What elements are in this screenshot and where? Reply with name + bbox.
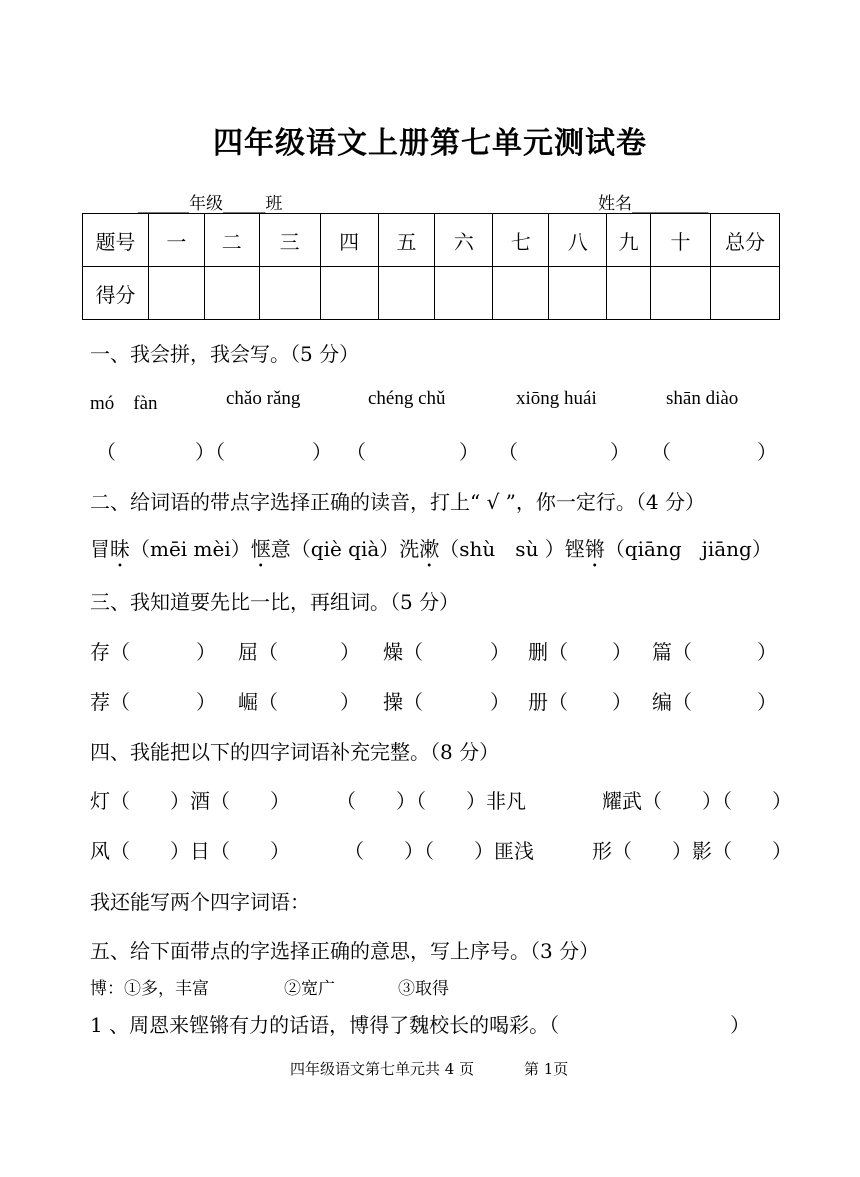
score-cell bbox=[259, 267, 320, 320]
idiom-blank: 灯（ ）酒（ ） bbox=[90, 789, 290, 813]
q3-cell: ） bbox=[196, 640, 216, 664]
table-cell: 二 bbox=[204, 214, 259, 267]
score-cell bbox=[320, 267, 378, 320]
table-cell: 总分 bbox=[711, 214, 780, 267]
answer-bracket: ） bbox=[610, 440, 630, 464]
pinyin-item: chéng chǔ bbox=[368, 388, 446, 409]
answer-bracket: ） bbox=[459, 440, 479, 464]
q5-item-close: ） bbox=[730, 1013, 750, 1037]
answer-bracket: （ bbox=[498, 440, 518, 464]
q4-heading: 四、我能把以下的四字词语补充完整。（8 分） bbox=[90, 740, 500, 764]
table-cell: 四 bbox=[320, 214, 378, 267]
q1-heading: 一、我会拼，我会写。（5 分） bbox=[90, 342, 360, 366]
q3-cell: ） bbox=[490, 640, 510, 664]
score-cell bbox=[493, 267, 549, 320]
answer-bracket: （ bbox=[96, 440, 116, 464]
name-field: 姓名_________ bbox=[598, 194, 709, 214]
idiom-blank: 风（ ）日（ ） bbox=[90, 839, 290, 863]
q2-items bbox=[90, 533, 772, 572]
grade-class-field: ______年级_____班 bbox=[138, 194, 283, 214]
q3-cell: 编（ bbox=[652, 690, 692, 714]
pinyin-item: shān diào bbox=[666, 388, 739, 409]
table-cell: 得分 bbox=[83, 267, 149, 320]
q2-item: 惬意（qiè qià） bbox=[250, 537, 400, 561]
q3-cell: 删（ bbox=[528, 640, 568, 664]
meaning-option: 博：①多，丰富 bbox=[90, 979, 209, 999]
table-cell: 十 bbox=[651, 214, 711, 267]
table-row-scores bbox=[83, 267, 780, 320]
table-cell: 三 bbox=[259, 214, 320, 267]
q3-heading: 三、我知道要先比一比，再组词。（5 分） bbox=[90, 590, 460, 614]
meaning-option: ②宽广 bbox=[284, 979, 335, 999]
score-cell bbox=[435, 267, 493, 320]
score-cell bbox=[711, 267, 780, 320]
q3-cell: ） bbox=[490, 690, 510, 714]
table-cell: 八 bbox=[549, 214, 607, 267]
answer-bracket: ） bbox=[312, 440, 332, 464]
q3-cell: ） bbox=[757, 690, 777, 714]
q3-cell: 册（ bbox=[528, 690, 568, 714]
q3-cell: ） bbox=[196, 690, 216, 714]
score-cell bbox=[204, 267, 259, 320]
page-title: 四年级语文上册第七单元测试卷 bbox=[213, 126, 647, 161]
q3-cell: 操（ bbox=[383, 690, 423, 714]
score-table bbox=[82, 213, 780, 320]
idiom-blank: 耀武（ ）（ ） bbox=[602, 789, 792, 813]
score-cell bbox=[148, 267, 204, 320]
pinyin-item: xiōng huái bbox=[516, 388, 597, 409]
answer-bracket: （ bbox=[651, 440, 671, 464]
idiom-blank: （ ）（ ）非凡 bbox=[336, 789, 526, 813]
q2-item: 冒昧（mēi mèi） bbox=[90, 537, 251, 561]
q3-cell: 燥（ bbox=[383, 640, 423, 664]
q3-cell: ） bbox=[340, 640, 360, 664]
q3-cell: ） bbox=[612, 690, 632, 714]
table-cell: 一 bbox=[148, 214, 204, 267]
q3-cell: 存（ bbox=[90, 640, 130, 664]
q3-cell: 崛（ bbox=[238, 690, 278, 714]
q5-heading: 五、给下面带点的字选择正确的意思，写上序号。（3 分） bbox=[90, 939, 600, 963]
q4-extra-prompt: 我还能写两个四字词语： bbox=[90, 890, 310, 914]
q3-cell: ） bbox=[757, 640, 777, 664]
table-cell: 五 bbox=[378, 214, 435, 267]
q3-cell: 篇（ bbox=[652, 640, 692, 664]
q2-heading: 二、给词语的带点字选择正确的读音，打上“ √ ”，你一定行。（4 分） bbox=[90, 490, 705, 514]
footer-pages: 四年级语文第七单元共 4 页 bbox=[290, 1060, 475, 1078]
table-cell: 六 bbox=[435, 214, 493, 267]
q3-cell: 屈（ bbox=[238, 640, 278, 664]
meaning-option: ③取得 bbox=[398, 979, 449, 999]
answer-bracket: （ bbox=[346, 440, 366, 464]
q2-item: 铿锵（qiāng jiāng） bbox=[564, 537, 772, 561]
pinyin-item: mó fàn bbox=[90, 393, 158, 414]
table-cell: 七 bbox=[493, 214, 549, 267]
idiom-blank: （ ）（ ）匪浅 bbox=[344, 839, 534, 863]
idiom-blank: 形（ ）影（ ） bbox=[592, 839, 792, 863]
score-cell bbox=[378, 267, 435, 320]
q3-cell: ） bbox=[612, 640, 632, 664]
q2-item: 洗漱（shù sù ） bbox=[399, 537, 565, 561]
score-cell bbox=[549, 267, 607, 320]
pinyin-item: chǎo rǎng bbox=[226, 388, 301, 409]
score-cell bbox=[651, 267, 711, 320]
table-cell: 题号 bbox=[83, 214, 149, 267]
answer-bracket: ） bbox=[757, 440, 777, 464]
table-cell: 九 bbox=[607, 214, 651, 267]
q3-cell: 荐（ bbox=[90, 690, 130, 714]
footer-page-number: 第 1页 bbox=[524, 1060, 569, 1078]
score-cell bbox=[607, 267, 651, 320]
table-row-question-numbers bbox=[83, 214, 780, 267]
q3-cell: ） bbox=[340, 690, 360, 714]
answer-bracket: ）（ bbox=[195, 440, 225, 464]
q5-item: 1 、周恩来铿锵有力的话语，博得了魏校长的喝彩。（ bbox=[90, 1013, 560, 1037]
